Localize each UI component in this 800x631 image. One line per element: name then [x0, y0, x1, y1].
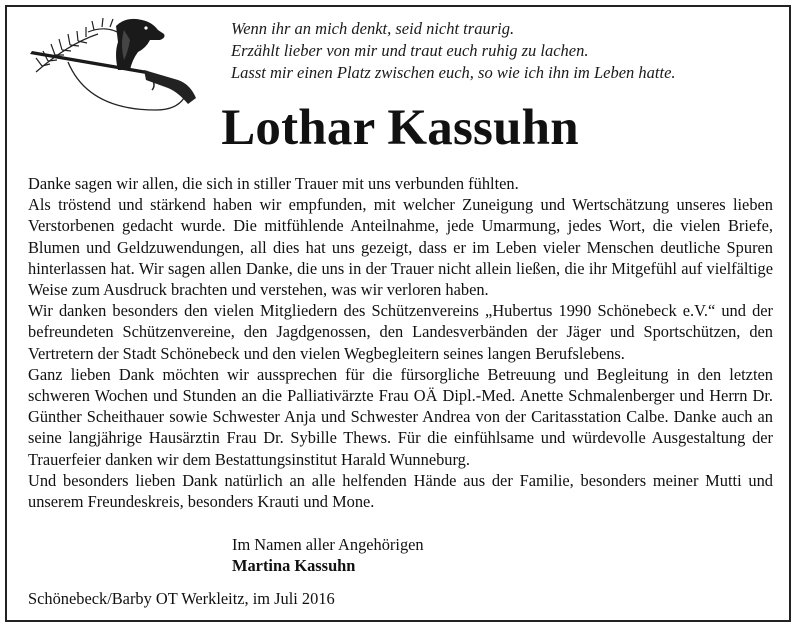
- signature-block: [232, 534, 424, 576]
- paragraph: Ganz lieben Dank möchten wir aussprechen für die fürsorgliche Betreuung und Begleitung in den letzten schweren Wochen und Stunden an die Palliativärzte Frau OÄ Dipl.-Med. Anette Schmalenberger und Herrn Dr. Günther Scheithauer sowie Schwester Anja und Schwester Andrea von der Caritasstation Calbe. Danke auch an seine langjährige Hausärztin Frau Dr. Sybille Thews. Für die einfühlsame und würdevolle Ausgestaltung der Trauerfeier danken wir dem Bestattungsinstitut Harald Wunneburg.: [28, 364, 773, 469]
- deceased-name: Lothar Kassuhn: [221, 100, 579, 156]
- poem-line: Erzählt lieber von mir und traut euch ruhig zu lachen.: [231, 41, 589, 60]
- signer-name: Martina Kassuhn: [232, 556, 356, 575]
- paragraph: Und besonders lieben Dank natürlich an alle helfenden Hände aus der Familie, besonders meiner Mutti und unserem Freundeskreis, besonders Krauti und Mone.: [28, 470, 773, 512]
- thanks-text: [28, 173, 773, 512]
- paragraph: Wir danken besonders den vielen Mitgliedern des Schützenvereins „Hubertus 1990 Schönebeck e.V.“ und der befreundeten Schützenvereine, den Jagdgenossen, den Landesverbänden der Jäger und Sportschützen, den Vertretern der Stadt Schönebeck und den vielen Wegbegleitern seines langen Berufslebens.: [28, 301, 773, 363]
- poem-line: Wenn ihr an mich denkt, seid nicht traurig.: [231, 19, 515, 38]
- signature-line: Im Namen aller Angehörigen: [232, 535, 424, 554]
- memorial-poem: [231, 18, 676, 84]
- fir-branch-icon: [36, 18, 124, 72]
- rifle-icon: [30, 51, 196, 104]
- place-date: Schönebeck/Barby OT Werkleitz, im Juli 2016: [28, 589, 335, 608]
- paragraph: Als tröstend und stärkend haben wir empfunden, mit welcher Zuneigung und Wertschätzung unseres lieben Verstorbenen gedacht wurde. Die mitfühlende Anteilnahme, jede Umarmung, jedes Wort, die vielen Briefe, Blumen und Geldzuwendungen, all dies hat uns gezeigt, dass er im Leben vieler Menschen deutliche Spuren hinterlassen hat. Wir sagen allen Danke, die uns in der Trauer nicht allein ließen, die ihr Mitgefühl auf vielfältige Weise zum Ausdruck brachten und verstehen, was wir verloren haben.: [28, 195, 773, 300]
- paragraph: Danke sagen wir allen, die sich in stiller Trauer mit uns verbunden fühlten.: [28, 174, 519, 193]
- dog-head-icon: [116, 19, 165, 70]
- poem-line: Lasst mir einen Platz zwischen euch, so wie ich ihn im Leben hatte.: [231, 63, 676, 82]
